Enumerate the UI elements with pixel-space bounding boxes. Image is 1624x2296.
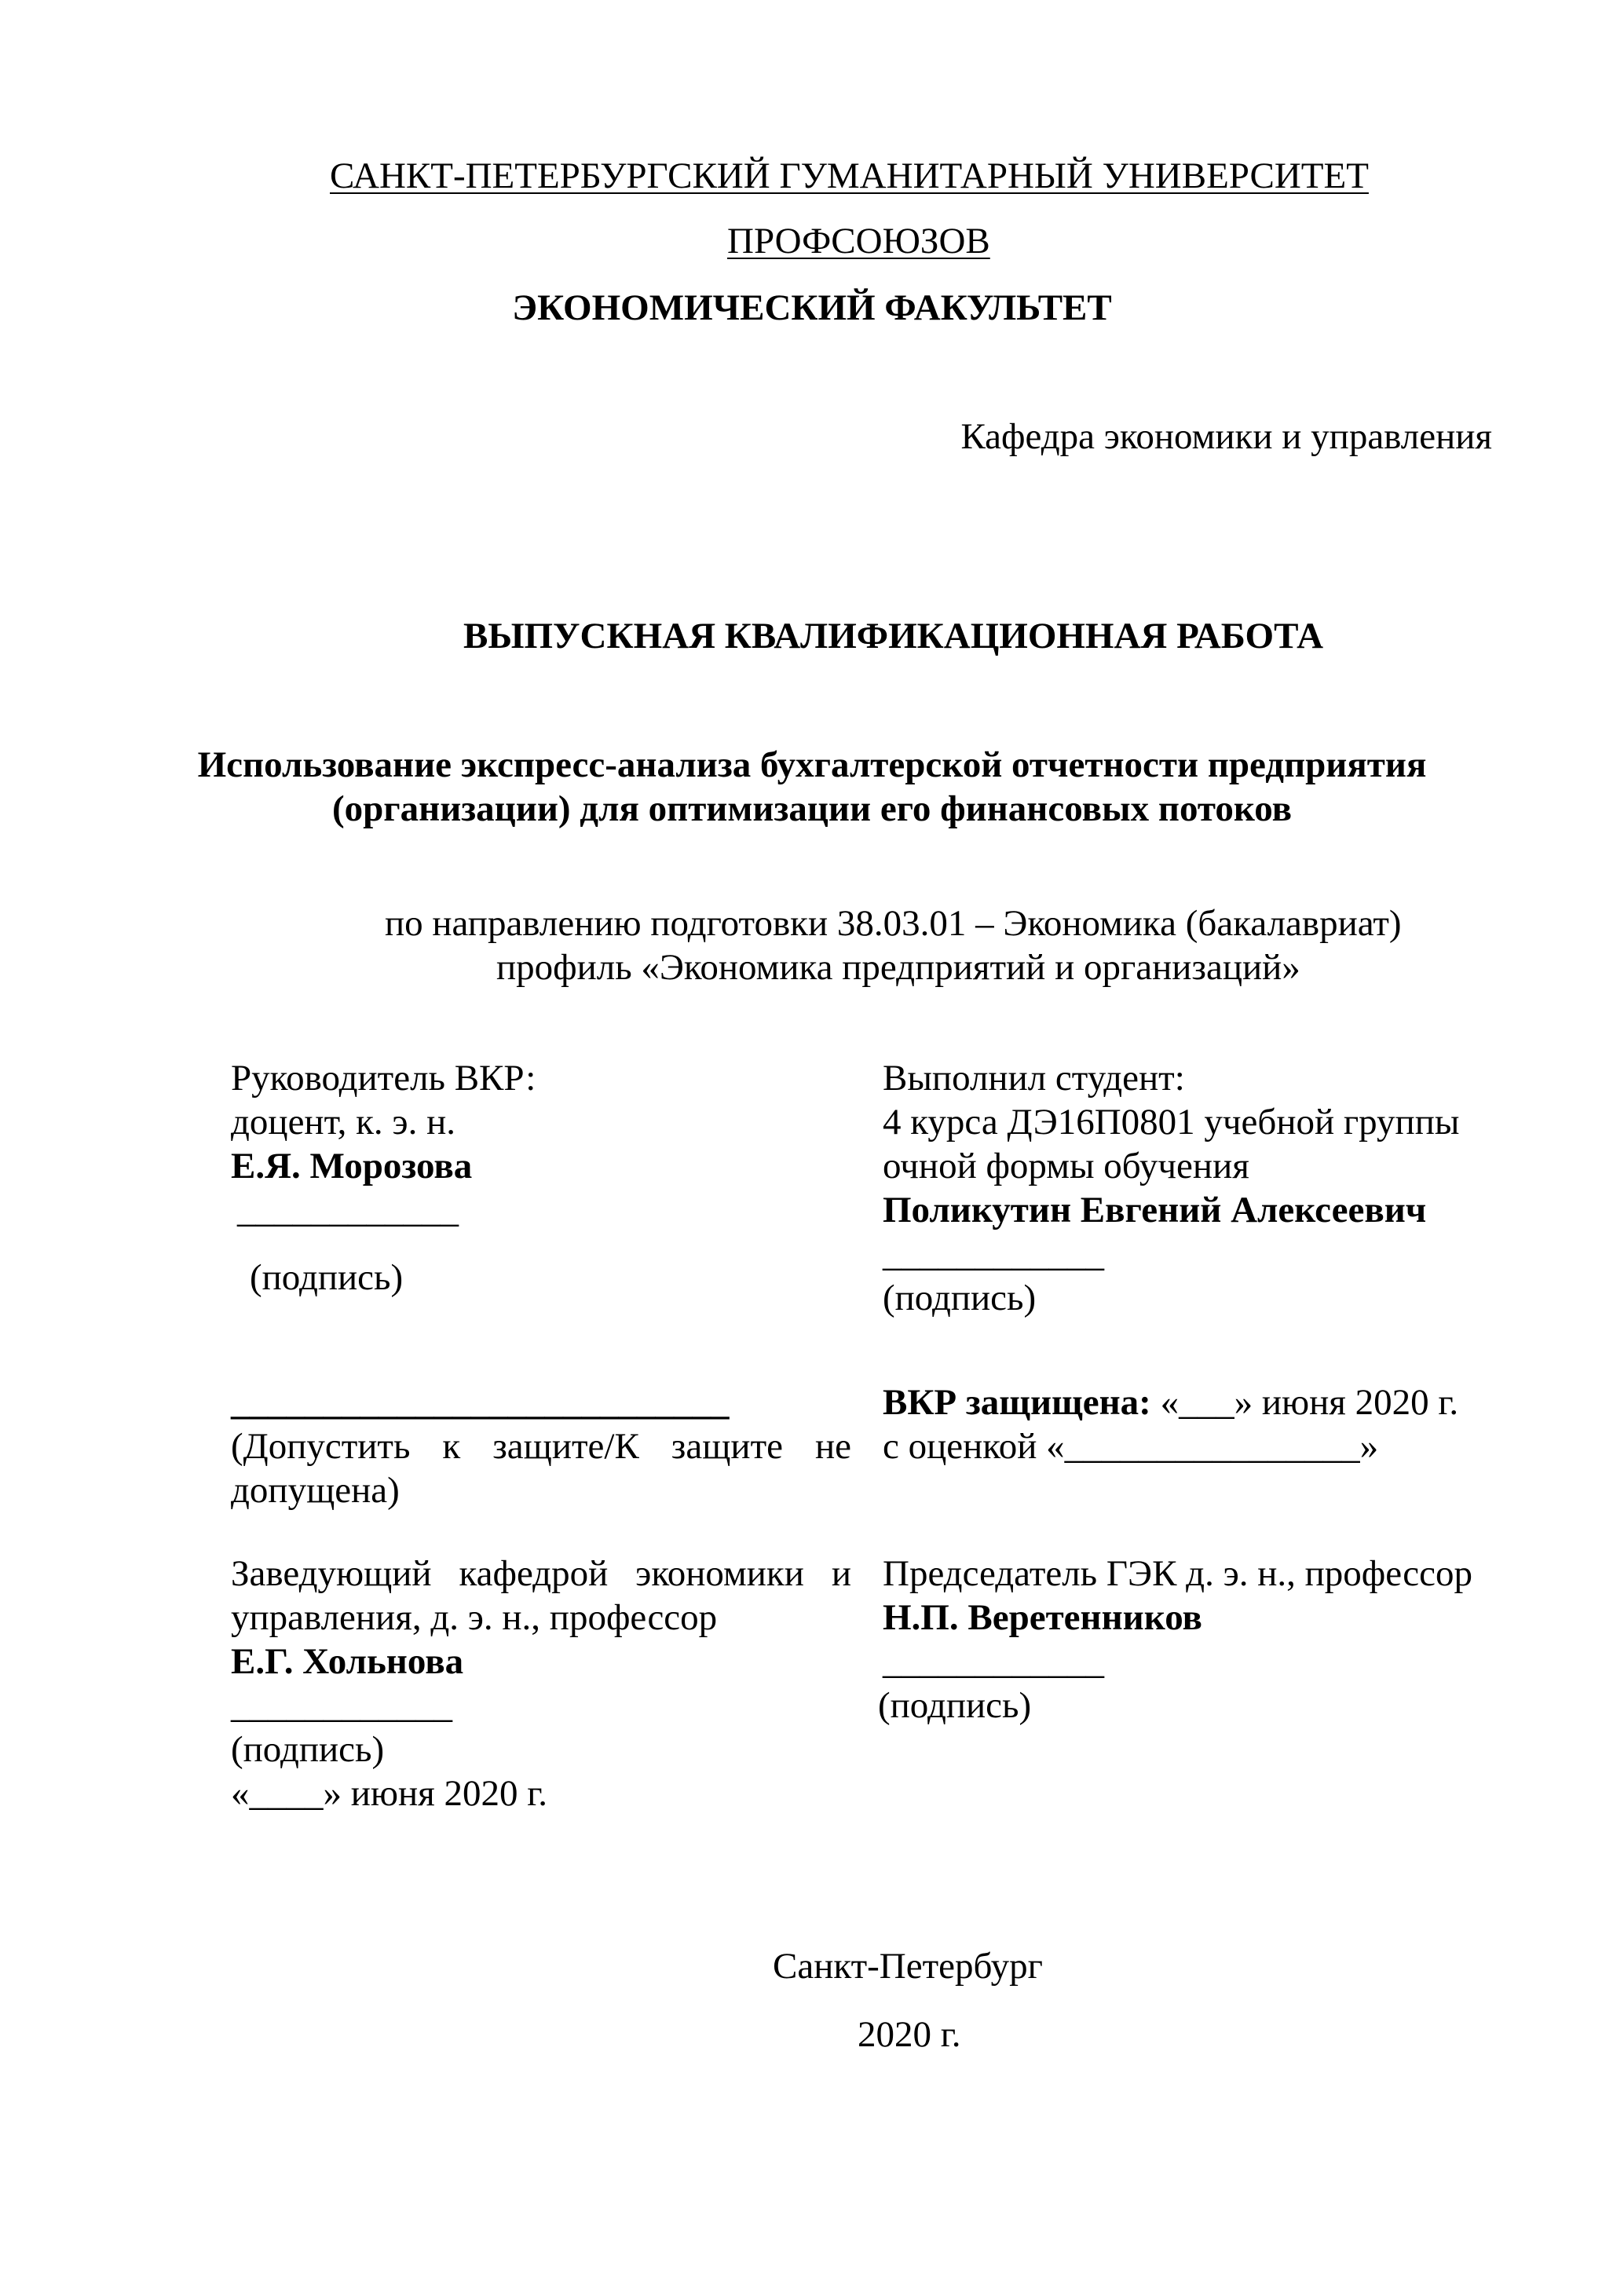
defense-grade: с оценкой «________________» [883, 1426, 1379, 1467]
gek-chair-block [878, 1552, 1511, 1727]
student-label: Выполнил студент: [883, 1058, 1185, 1099]
study-direction: по направлению подготовки 38.03.01 – Экономика (бакалавриат) [385, 903, 1402, 944]
head-approval-date: «____» июня 2020 г. [231, 1773, 548, 1814]
work-type: ВЫПУСКНАЯ КВАЛИФИКАЦИОННАЯ РАБОТА [463, 616, 1324, 656]
head-of-department-block [231, 1552, 851, 1815]
footer-year: 2020 г. [858, 2014, 961, 2055]
supervisor-name: Е.Я. Морозова [231, 1146, 473, 1186]
gek-chair-signature-caption: (подпись) [878, 1685, 1032, 1726]
gek-chair-position: Председатель ГЭК д. э. н., профессор [883, 1553, 1473, 1594]
university-name-line2: ПРОФСОЮЗОВ [727, 221, 990, 261]
supervisor-signature-line: ____________ [237, 1190, 459, 1230]
department-name: Кафедра экономики и управления [960, 416, 1492, 457]
head-signature-caption: (подпись) [231, 1729, 385, 1770]
defense-label: ВКР защищена: [883, 1382, 1151, 1423]
gek-chair-signature-line: ____________ [883, 1641, 1104, 1682]
admission-caption-line2: допущена) [231, 1470, 400, 1511]
student-signature-caption: (подпись) [883, 1278, 1037, 1318]
admission-line: ___________________________ [231, 1382, 730, 1423]
head-position-line1: Заведующий кафедрой экономики и [231, 1553, 851, 1594]
supervisor-label: Руководитель ВКР: [231, 1058, 536, 1099]
student-block [883, 1056, 1511, 1320]
student-study-form: очной формы обучения [883, 1146, 1249, 1186]
work-title-line1: Использование экспресс-анализа бухгалтерской отчетности предприятия [197, 744, 1427, 785]
footer-city: Санкт-Петербург [773, 1946, 1043, 1987]
student-name: Поликутин Евгений Алексеевич [883, 1190, 1427, 1230]
defense-date: «___» июня 2020 г. [1160, 1382, 1459, 1423]
supervisor-signature-caption: (подпись) [250, 1257, 404, 1298]
gek-chair-name: Н.П. Веретенников [883, 1597, 1202, 1638]
faculty-name: ЭКОНОМИЧЕСКИЙ ФАКУЛЬТЕТ [512, 287, 1112, 328]
head-position-line2: управления, д. э. н., профессор [231, 1597, 718, 1638]
defense-block [883, 1380, 1511, 1468]
head-name: Е.Г. Хольнова [231, 1641, 464, 1682]
supervisor-block [231, 1056, 851, 1300]
head-signature-line: ____________ [231, 1685, 452, 1726]
student-course-group: 4 курса ДЭ16П0801 учебной группы [883, 1102, 1460, 1143]
student-signature-line: ____________ [883, 1234, 1104, 1274]
study-profile: профиль «Экономика предприятий и организаций» [496, 947, 1300, 988]
supervisor-position: доцент, к. э. н. [231, 1102, 455, 1143]
work-title-line2: (организации) для оптимизации его финансовых потоков [331, 788, 1293, 829]
admission-caption-line1: (Допустить к защите/К защите не [231, 1426, 851, 1467]
university-name-line1: САНКТ-ПЕТЕРБУРГСКИЙ ГУМАНИТАРНЫЙ УНИВЕРСИТЕТ [330, 155, 1369, 196]
admission-block [231, 1380, 851, 1512]
defense-date-line [883, 1380, 1511, 1424]
